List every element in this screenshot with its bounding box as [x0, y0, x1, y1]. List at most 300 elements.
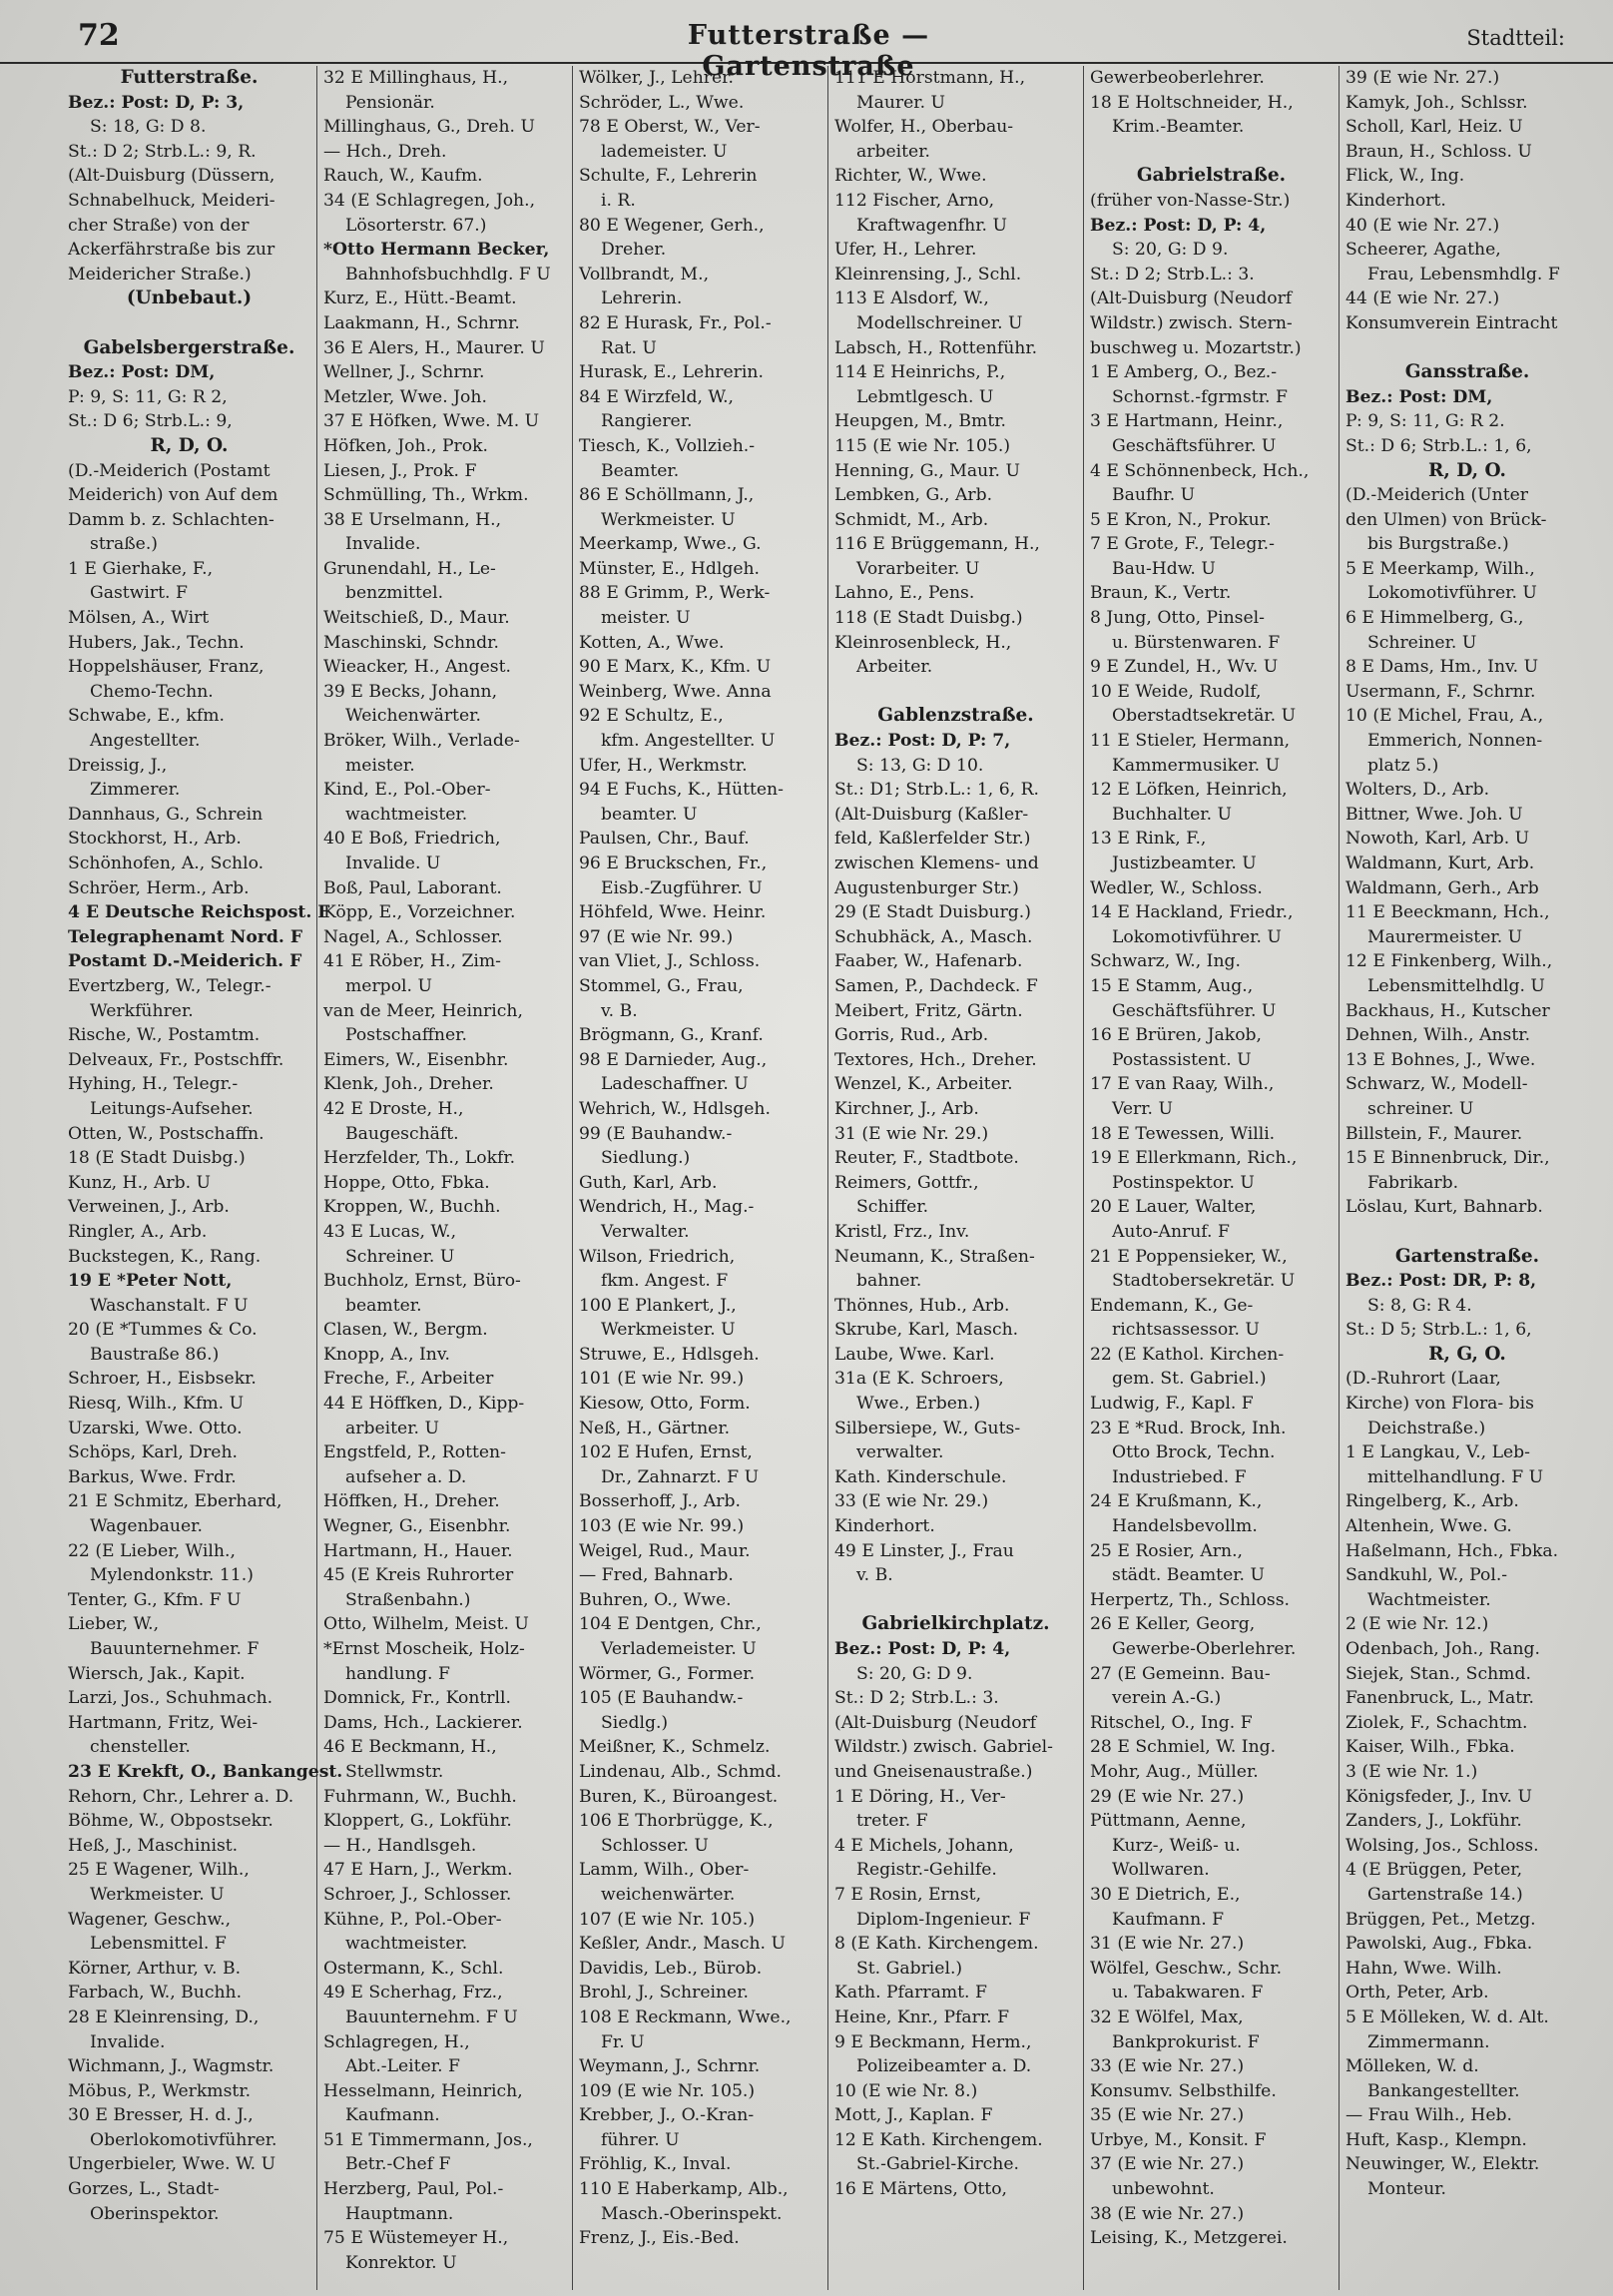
directory-line: Altenhein, Wwe. G. [1345, 1516, 1512, 1537]
directory-line: Hauptmann. [345, 2203, 454, 2224]
directory-line: 42 E Droste, H., [323, 1098, 464, 1119]
directory-line: Hurask, E., Lehrerin. [579, 362, 764, 383]
directory-line: Laakmann, H., Schrnr. [323, 312, 520, 333]
directory-line: Pawolski, Aug., Fbka. [1345, 1934, 1533, 1955]
directory-line: Gewerbeoberlehrer. [1090, 68, 1265, 88]
directory-line: wachtmeister. [345, 804, 468, 825]
directory-line: Labsch, H., Rottenführ. [834, 337, 1038, 358]
directory-line: 118 (E Stadt Duisbg.) [834, 608, 1023, 629]
directory-line: 108 E Reckmann, Wwe., [579, 2007, 792, 2027]
directory-line: 18 E Holtschneider, H., [1090, 92, 1294, 113]
directory-line: 101 (E wie Nr. 99.) [579, 1369, 745, 1390]
directory-line: Laube, Wwe. Karl. [834, 1344, 995, 1365]
directory-line: Otten, W., Postschaffn. [68, 1123, 265, 1144]
directory-line: 106 E Thorbrügge, K., [579, 1811, 774, 1832]
directory-line: 13 E Bohnes, J., Wwe. [1345, 1049, 1536, 1070]
directory-line: Wagenbauer. [90, 1516, 203, 1537]
directory-line: Schroer, H., Eisbsekr. [68, 1369, 257, 1390]
directory-line: Postschaffner. [345, 1025, 467, 1046]
directory-line: Wölfel, Geschw., Schr. [1090, 1958, 1283, 1979]
directory-line: Evertzberg, W., Telegr.- [68, 975, 271, 996]
directory-line: 49 E Linster, J., Frau [834, 1540, 1014, 1561]
directory-line: Schroer, J., Schlosser. [323, 1884, 512, 1905]
directory-line: Lehrerin. [601, 288, 683, 309]
directory-line: Davidis, Leb., Bürob. [579, 1958, 763, 1979]
directory-line: Brögmann, G., Kranf. [579, 1025, 764, 1046]
directory-line: Bosserhoff, J., Arb. [579, 1491, 741, 1512]
directory-line: Wilson, Friedrich, [579, 1246, 736, 1267]
directory-line: Kinderhort. [834, 1516, 935, 1537]
directory-line: 4 E Michels, Johann, [834, 1835, 1014, 1856]
directory-line: Herpertz, Th., Schloss. [1090, 1589, 1290, 1610]
directory-line: Siedlg.) [601, 1712, 669, 1733]
directory-line: 4 E Schönnenbeck, Hch., [1090, 460, 1310, 481]
directory-line: Schmidt, M., Arb. [834, 509, 989, 530]
directory-line: Lahno, E., Pens. [834, 583, 975, 604]
directory-line: Wegner, G., Eisenbhr. [323, 1516, 511, 1537]
directory-line: Heß, J., Maschinist. [68, 1835, 239, 1856]
directory-line: 19 E Ellerkmann, Rich., [1090, 1148, 1298, 1169]
directory-line: Huft, Kasp., Klempn. [1345, 2129, 1527, 2150]
directory-line: 104 E Dentgen, Chr., [579, 1614, 762, 1635]
directory-line: Meiderich) von Auf dem [68, 485, 278, 506]
directory-line: (Alt-Duisburg (Neudorf [1090, 288, 1293, 309]
directory-line: i. R. [601, 190, 636, 211]
directory-line: Wachtmeister. [1367, 1589, 1491, 1610]
directory-line: 39 E Becks, Johann, [323, 681, 498, 702]
directory-line: Wolsing, Jos., Schloss. [1345, 1835, 1539, 1856]
directory-line: 3 E Hartmann, Heinr., [1090, 411, 1284, 432]
directory-line: Geschäftsführer. U [1112, 435, 1277, 456]
directory-line: Mylendonkstr. 11.) [90, 1565, 254, 1586]
directory-line: 1 E Langkau, V., Leb- [1345, 1442, 1530, 1463]
directory-line: Otto, Wilhelm, Meist. U [323, 1614, 529, 1635]
directory-line: Kleinrosenbleck, H., [834, 632, 1012, 653]
directory-line: — Frau Wilh., Heb. [1345, 2105, 1513, 2126]
directory-line: Kroppen, W., Buchh. [323, 1197, 501, 1218]
directory-line [1090, 140, 1333, 165]
directory-line: 22 (E Kathol. Kirchen- [1090, 1344, 1285, 1365]
directory-line: Klenk, Joh., Dreher. [323, 1074, 494, 1095]
directory-line: — Hch., Dreh. [323, 141, 447, 162]
directory-line: Kaiser, Wilh., Fbka. [1345, 1737, 1515, 1758]
directory-line: Abt.-Leiter. F [345, 2056, 460, 2077]
directory-line: Hyhing, H., Telegr.- [68, 1074, 239, 1095]
directory-line: Emmerich, Nonnen- [1367, 731, 1543, 752]
directory-line: Leising, K., Metzgerei. [1090, 2228, 1288, 2249]
directory-line: Lebensmittelhdlg. U [1367, 975, 1545, 996]
directory-line: Böhme, W., Obpostsekr. [68, 1811, 273, 1832]
directory-line: Oberinspektor. [90, 2203, 220, 2224]
directory-line: Konrektor. U [345, 2252, 457, 2273]
directory-line: Ladeschaffner. U [601, 1074, 749, 1095]
directory-line: Richter, W., Wwe. [834, 166, 987, 187]
directory-line: Eimers, W., Eisenbhr. [323, 1049, 509, 1070]
directory-line: Fuhrmann, W., Buchh. [323, 1786, 517, 1807]
directory-line: Lebmtlgesch. U [856, 386, 994, 407]
directory-line: unbewohnt. [1112, 2179, 1215, 2200]
street-heading: (Unbebaut.) [126, 287, 253, 309]
directory-line: Paulsen, Chr., Bauf. [579, 829, 750, 850]
directory-line: Maurermeister. U [1367, 926, 1523, 947]
directory-line: P: 9, S: 11, G: R 2, [68, 386, 228, 407]
directory-line: Lokomotivführer. U [1367, 583, 1537, 604]
column-4 [828, 66, 1084, 2290]
directory-line: feld, Kaßlerfelder Str.) [834, 829, 1031, 850]
directory-line: 32 E Wölfel, Max, [1090, 2007, 1244, 2027]
directory-line: Fabrikarb. [1367, 1172, 1459, 1193]
directory-line: beamter. U [601, 804, 698, 825]
street-heading: R, G, O. [1428, 1343, 1506, 1365]
directory-line: 27 (E Gemeinn. Bau- [1090, 1663, 1271, 1684]
directory-line: 35 (E wie Nr. 27.) [1090, 2105, 1245, 2126]
directory-line: Baufhr. U [1112, 485, 1196, 506]
directory-line: Lösorterstr. 67.) [345, 215, 487, 236]
directory-line: 107 (E wie Nr. 105.) [579, 1909, 756, 1930]
directory-line: Kirchner, J., Arb. [834, 1098, 979, 1119]
directory-line: 44 E Höffken, D., Kipp- [323, 1394, 525, 1415]
directory-line: 5 E Kron, N., Prokur. [1090, 509, 1272, 530]
directory-line: Herzberg, Paul, Pol.- [323, 2179, 504, 2200]
directory-line: Lembken, G., Arb. [834, 485, 993, 506]
directory-line: 38 E Urselmann, H., [323, 509, 502, 530]
columns [62, 66, 1597, 2290]
directory-line: 110 E Haberkamp, Alb., [579, 2179, 789, 2200]
directory-line: Möbus, P., Werkmstr. [68, 2080, 252, 2101]
directory-line: St.: D 2; Strb.L.: 3. [1090, 264, 1255, 285]
directory-line: Stellwmstr. [345, 1761, 444, 1782]
directory-line: Meißner, K., Schmelz. [579, 1737, 771, 1758]
directory-line: meister. U [601, 608, 691, 629]
directory-line: Auto-Anruf. F [1112, 1221, 1230, 1242]
directory-line: Neumann, K., Straßen- [834, 1246, 1035, 1267]
directory-line: buschweg u. Mozartstr.) [1090, 337, 1302, 358]
directory-line: Postassistent. U [1112, 1049, 1252, 1070]
directory-line: Wenzel, K., Arbeiter. [834, 1074, 1013, 1095]
directory-line: (D.-Ruhrort (Laar, [1345, 1369, 1501, 1390]
directory-line: 75 E Wüstemeyer H., [323, 2228, 509, 2249]
directory-line: Gorzes, L., Stadt- [68, 2179, 220, 2200]
directory-line: Kaufmann. F [1112, 1909, 1225, 1930]
directory-line: Werkmeister. U [601, 509, 736, 530]
directory-line: Neuwinger, W., Elektr. [1345, 2154, 1540, 2175]
page-number: 72 [78, 18, 120, 53]
directory-line: Knopp, A., Inv. [323, 1344, 450, 1365]
directory-line: Urbye, M., Konsit. F [1090, 2129, 1267, 2150]
directory-line: Buhren, O., Wwe. [579, 1589, 732, 1610]
directory-line: Wwe., Erben.) [856, 1394, 981, 1415]
directory-line: Textores, Hch., Dreher. [834, 1049, 1037, 1070]
directory-line: Fanenbruck, L., Matr. [1345, 1688, 1534, 1709]
directory-line: Riesq, Wilh., Kfm. U [68, 1394, 245, 1415]
directory-line: handlung. F [345, 1663, 450, 1684]
directory-line: richtsassessor. U [1112, 1320, 1260, 1341]
directory-line: Struwe, E., Hdlsgeh. [579, 1344, 760, 1365]
directory-line: S: 8, G: R 4. [1367, 1295, 1472, 1316]
directory-line: Heupgen, M., Bmtr. [834, 411, 1007, 432]
directory-line: Schlosser. U [601, 1835, 709, 1856]
directory-line: Lokomotivführer. U [1112, 926, 1282, 947]
directory-line: Kloppert, G., Lokführ. [323, 1811, 512, 1832]
directory-line: Fröhlig, K., Inval. [579, 2154, 732, 2175]
directory-line: 12 E Finkenberg, Wilh., [1345, 951, 1553, 972]
directory-line: Nowoth, Karl, Arb. U [1345, 829, 1530, 850]
directory-line: 44 (E wie Nr. 27.) [1345, 288, 1500, 309]
directory-line: Bröker, Wilh., Verlade- [323, 731, 520, 752]
directory-line: den Ulmen) von Brück- [1345, 509, 1547, 530]
directory-line: lademeister. U [601, 141, 728, 162]
directory-line: Schnabelhuck, Meideri- [68, 190, 275, 211]
directory-line: Ringelberg, K., Arb. [1345, 1491, 1519, 1512]
directory-line: Kunz, H., Arb. U [68, 1172, 212, 1193]
directory-line: Modellschreiner. U [856, 312, 1023, 333]
directory-line: 84 E Wirzfeld, W., [579, 386, 735, 407]
directory-line: 15 E Binnenbruck, Dir., [1345, 1148, 1550, 1169]
running-title: Futterstraße — Gartenstraße [687, 20, 930, 82]
directory-line: Gewerbe-Oberlehrer. [1112, 1639, 1297, 1659]
directory-line: 20 E Lauer, Walter, [1090, 1197, 1257, 1218]
directory-line: Kristl, Frz., Inv. [834, 1221, 970, 1242]
directory-line: St.-Gabriel-Kirche. [856, 2154, 1020, 2175]
directory-line: Reimers, Gottfr., [834, 1172, 979, 1193]
column-5 [1084, 66, 1340, 2290]
directory-line: 12 E Löfken, Heinrich, [1090, 780, 1288, 801]
directory-line: 17 E van Raay, Wilh., [1090, 1074, 1275, 1095]
directory-line: S: 20, G: D 9. [1112, 240, 1229, 261]
directory-line: Zimmerer. [90, 780, 181, 801]
directory-line: (D.-Meiderich (Postamt [68, 460, 270, 481]
directory-line: Arbeiter. [856, 657, 933, 678]
directory-line: Schiffer. [856, 1197, 929, 1218]
directory-line: (Alt-Duisburg (Neudorf [834, 1712, 1037, 1733]
directory-line: 90 E Marx, K., Kfm. U [579, 657, 772, 678]
directory-line: Werkführer. [90, 1000, 194, 1021]
district-label: Stadtteil: [1466, 26, 1565, 50]
directory-line: Skrube, Karl, Masch. [834, 1320, 1019, 1341]
directory-line: 33 (E wie Nr. 27.) [1090, 2056, 1245, 2077]
directory-line: 1 E Gierhake, F., [68, 558, 214, 579]
directory-line: Pensionär. [345, 92, 435, 113]
directory-line: Wölker, J., Lehrer. [579, 68, 734, 88]
directory-line: Bankprokurist. F [1112, 2031, 1260, 2052]
directory-line: chensteller. [90, 1737, 191, 1758]
directory-line: 103 (E wie Nr. 99.) [579, 1516, 745, 1537]
directory-line: Tiesch, K., Vollzieh.- [579, 435, 756, 456]
directory-line: Wolters, D., Arb. [1345, 780, 1490, 801]
directory-line: 10 E Weide, Rudolf, [1090, 681, 1262, 702]
directory-line: Scholl, Karl, Heiz. U [1345, 117, 1523, 138]
directory-line: Werkmeister. U [601, 1320, 736, 1341]
directory-line: 80 E Wegener, Gerh., [579, 215, 765, 236]
directory-line: Baugeschäft. [345, 1123, 459, 1144]
directory-line [1345, 336, 1589, 361]
directory-line: Larzi, Jos., Schuhmach. [68, 1688, 273, 1709]
directory-line: Diplom-Ingenieur. F [856, 1909, 1031, 1930]
directory-line: platz 5.) [1367, 755, 1439, 776]
directory-line: 49 E Scherhag, Frz., [323, 1983, 503, 2004]
directory-line: Bez.: Post: DM, [68, 362, 216, 383]
directory-line: Registr.-Gehilfe. [856, 1860, 997, 1881]
directory-line: Rauch, W., Kaufm. [323, 166, 483, 187]
directory-line: 43 E Lucas, W., [323, 1221, 457, 1242]
directory-line: gem. St. Gabriel.) [1112, 1369, 1267, 1390]
directory-line: Königsfeder, J., Inv. U [1345, 1786, 1532, 1807]
directory-line: 25 E Rosier, Arn., [1090, 1540, 1243, 1561]
directory-line: Ritschel, O., Ing. F [1090, 1712, 1253, 1733]
directory-line: 1 E Döring, H., Ver- [834, 1786, 1006, 1807]
directory-line: Eisb.-Zugführer. U [601, 877, 763, 898]
directory-line: Wellner, J., Schrnr. [323, 362, 485, 383]
directory-line: Bahnhofsbuchhdlg. F U [345, 264, 551, 285]
directory-line: St.: D 5; Strb.L.: 1, 6, [1345, 1320, 1532, 1341]
directory-line: bahner. [856, 1271, 922, 1292]
directory-line: Konsumv. Selbsthilfe. [1090, 2080, 1277, 2101]
directory-line: cher Straße) von der [68, 215, 250, 236]
directory-line: S: 20, G: D 9. [856, 1663, 973, 1684]
directory-line: 28 E Schmiel, W. Ing. [1090, 1737, 1277, 1758]
directory-line: 2 (E wie Nr. 12.) [1345, 1614, 1489, 1635]
directory-line: St.: D 2; Strb.L.: 3. [834, 1688, 999, 1709]
directory-line: 47 E Harn, J., Werkm. [323, 1860, 513, 1881]
directory-line: Usermann, F., Schrnr. [1345, 681, 1536, 702]
directory-line: Wagener, Geschw., [68, 1909, 232, 1930]
directory-line: 115 (E wie Nr. 105.) [834, 435, 1011, 456]
directory-line: Otto Brock, Techn. [1112, 1442, 1276, 1463]
directory-line: Heine, Knr., Pfarr. F [834, 2007, 1010, 2027]
directory-line: 20 (E *Tummes & Co. [68, 1320, 258, 1341]
directory-line: 102 E Hufen, Ernst, [579, 1442, 753, 1463]
directory-line: 40 E Boß, Friedrich, [323, 829, 501, 850]
directory-line: und Gneisenaustraße.) [834, 1761, 1033, 1782]
directory-line: Meidericher Straße.) [68, 264, 252, 285]
directory-line: 38 (E wie Nr. 27.) [1090, 2203, 1245, 2224]
directory-line: Zanders, J., Lokführ. [1345, 1811, 1522, 1832]
directory-line: 29 (E wie Nr. 27.) [1090, 1786, 1245, 1807]
directory-line: Dreher. [601, 240, 667, 261]
directory-line: 8 E Dams, Hm., Inv. U [1345, 657, 1539, 678]
directory-line: 7 E Grote, F., Telegr.- [1090, 534, 1275, 555]
column-3 [573, 66, 828, 2290]
directory-line: führer. U [601, 2129, 680, 2150]
directory-line: Kind, E., Pol.-Ober- [323, 780, 491, 801]
directory-line: 30 E Dietrich, E., [1090, 1884, 1241, 1905]
directory-line: Uzarski, Wwe. Otto. [68, 1418, 243, 1438]
directory-line: Konsumverein Eintracht [1345, 312, 1558, 333]
directory-line: 88 E Grimm, P., Werk- [579, 583, 771, 604]
directory-line: schreiner. U [1367, 1098, 1474, 1119]
directory-line: 40 (E wie Nr. 27.) [1345, 215, 1500, 236]
directory-line: Verweinen, J., Arb. [68, 1197, 230, 1218]
directory-line: 26 E Keller, Georg, [1090, 1614, 1256, 1635]
directory-line: Angestellter. [90, 731, 201, 752]
directory-line: Weinberg, Wwe. Anna [579, 681, 772, 702]
directory-line: Ostermann, K., Schl. [323, 1958, 504, 1979]
directory-line: Verr. U [1112, 1098, 1173, 1119]
directory-line: Fr. U [601, 2031, 645, 2052]
directory-line: arbeiter. [856, 141, 931, 162]
directory-line: Schreiner. U [345, 1246, 455, 1267]
directory-line: Wiersch, Jak., Kapit. [68, 1663, 246, 1684]
directory-line: Bez.: Post: D, P: 4, [834, 1639, 1011, 1659]
directory-line: 41 E Röber, H., Zim- [323, 951, 501, 972]
directory-line: Mölleken, W. d. [1345, 2056, 1479, 2077]
directory-line [68, 311, 310, 336]
directory-line: — Fred, Bahnarb. [579, 1565, 734, 1586]
directory-line: Rische, W., Postamtm. [68, 1025, 261, 1046]
directory-line: Keßler, Andr., Masch. U [579, 1934, 786, 1955]
directory-line: Frau, Lebensmhdlg. F [1367, 264, 1560, 285]
directory-line [834, 1588, 1077, 1613]
directory-line: Liesen, J., Prok. F [323, 460, 477, 481]
directory-line: Guth, Karl, Arb. [579, 1172, 718, 1193]
directory-line [834, 680, 1077, 705]
directory-line: Wehrich, W., Hdlsgeh. [579, 1098, 771, 1119]
directory-line: Wendrich, H., Mag.- [579, 1197, 755, 1218]
directory-line: *Ernst Moscheik, Holz- [323, 1639, 525, 1659]
directory-line: Oberlokomotivführer. [90, 2129, 277, 2150]
directory-line: Domnick, Fr., Kontrll. [323, 1688, 511, 1709]
directory-line: Haßelmann, Hch., Fbka. [1345, 1540, 1559, 1561]
directory-line: Lamm, Wilh., Ober- [579, 1860, 750, 1881]
directory-line: (Alt-Duisburg (Kaßler- [834, 804, 1029, 825]
directory-line: Wichmann, J., Wagmstr. [68, 2056, 274, 2077]
directory-line: Weymann, J., Schrnr. [579, 2056, 761, 2077]
directory-line: Industriebed. F [1112, 1466, 1247, 1487]
directory-line: 9 E Zundel, H., Wv. U [1090, 657, 1279, 678]
directory-line: Thönnes, Hub., Arb. [834, 1295, 1010, 1316]
directory-line: wachtmeister. [345, 1934, 468, 1955]
directory-line: 12 E Kath. Kirchengem. [834, 2129, 1043, 2150]
directory-line: 114 E Heinrichs, P., [834, 362, 1006, 383]
directory-line: Invalide. [90, 2031, 166, 2052]
directory-line: St.: D 6; Strb.L.: 9, [68, 411, 233, 432]
directory-line: 23 E *Rud. Brock, Inh. [1090, 1418, 1287, 1438]
directory-line: Barkus, Wwe. Frdr. [68, 1466, 237, 1487]
directory-line: Oberstadtsekretär. U [1112, 706, 1297, 727]
directory-line: Hoppe, Otto, Fbka. [323, 1172, 490, 1193]
directory-line: Buckstegen, K., Rang. [68, 1246, 262, 1267]
directory-line: Bez.: Post: D, P: 3, [68, 92, 245, 113]
directory-line: St.: D 6; Strb.L.: 1, 6, [1345, 435, 1532, 456]
directory-line: Kotten, A., Wwe. [579, 632, 725, 653]
directory-line: 22 (E Lieber, Wilh., [68, 1540, 236, 1561]
directory-line: Dr., Zahnarzt. F U [601, 1466, 760, 1487]
directory-line: Henning, G., Maur. U [834, 460, 1020, 481]
directory-line: mittelhandlung. F U [1367, 1466, 1544, 1487]
directory-line: 5 E Meerkamp, Wilh., [1345, 558, 1535, 579]
directory-line: Köpp, E., Vorzeichner. [323, 902, 516, 923]
directory-line: 11 E Stieler, Hermann, [1090, 731, 1291, 752]
directory-line: Bauunternehmer. F [90, 1639, 260, 1659]
directory-line: Schwarz, W., Ing. [1090, 951, 1242, 972]
directory-line: Metzler, Wwe. Joh. [323, 386, 487, 407]
directory-line: Herzfelder, Th., Lokfr. [323, 1148, 516, 1169]
directory-line: Gartenstraße 14.) [1367, 1884, 1523, 1905]
directory-line: Kath. Pfarramt. F [834, 1983, 987, 2004]
directory-line: Geschäftsführer. U [1112, 1000, 1277, 1021]
directory-line: Krim.-Beamter. [1112, 117, 1245, 138]
directory-line: Deichstraße.) [1367, 1418, 1486, 1438]
directory-line: Betr.-Chef F [345, 2154, 451, 2175]
directory-line: Gorris, Rud., Arb. [834, 1025, 989, 1046]
directory-line: Schmülling, Th., Wrkm. [323, 485, 529, 506]
directory-line: 13 E Rink, F., [1090, 829, 1207, 850]
directory-line: Brohl, J., Schreiner. [579, 1983, 750, 2004]
directory-line: Weitschieß, D., Maur. [323, 608, 510, 629]
directory-line: Schröder, L., Wwe. [579, 92, 745, 113]
directory-line: 51 E Timmermann, Jos., [323, 2129, 533, 2150]
directory-line: Ziolek, F., Schachtm. [1345, 1712, 1528, 1733]
